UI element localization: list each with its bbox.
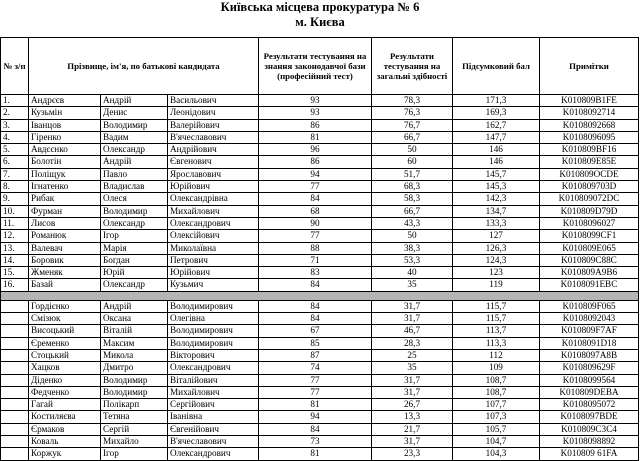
first-name: Олександр <box>101 144 168 156</box>
note-code: K010809A9B6 <box>540 267 639 279</box>
table-row <box>1 230 639 242</box>
law-test-score: 85 <box>259 337 372 349</box>
general-test-score: 43,3 <box>372 217 453 229</box>
last-name: Базай <box>29 279 101 291</box>
row-number <box>1 313 29 325</box>
general-test-score: 76,7 <box>372 119 453 131</box>
middle-name: Михайлович <box>168 205 259 217</box>
row-number: 8. <box>1 181 29 193</box>
note-code: K0108097BDE <box>540 411 639 423</box>
first-name: Полікарп <box>101 399 168 411</box>
total-score: 113,7 <box>453 325 540 337</box>
note-code: K0108095072 <box>540 399 639 411</box>
middle-name: Ярославович <box>168 168 259 180</box>
first-name: Сергій <box>101 423 168 435</box>
law-test-score: 94 <box>259 411 372 423</box>
table-row <box>1 448 639 460</box>
first-name: Марія <box>101 242 168 254</box>
table-row <box>1 95 639 107</box>
general-test-score: 21,7 <box>372 423 453 435</box>
law-test-score: 81 <box>259 131 372 143</box>
total-score: 145,3 <box>453 181 540 193</box>
table-row <box>1 313 639 325</box>
first-name: Павло <box>101 168 168 180</box>
note-code: K010809C88C <box>540 254 639 266</box>
last-name: Іванцов <box>29 119 101 131</box>
law-test-score: 77 <box>259 181 372 193</box>
note-code: K0108092714 <box>540 107 639 119</box>
general-test-score: 23,3 <box>372 448 453 460</box>
note-code: K010809E85E <box>540 156 639 168</box>
first-name: Максим <box>101 337 168 349</box>
total-score: 142,3 <box>453 193 540 205</box>
middle-name: Євгенійович <box>168 423 259 435</box>
row-number <box>1 325 29 337</box>
total-score: 147,7 <box>453 131 540 143</box>
law-test-score: 81 <box>259 399 372 411</box>
law-test-score: 88 <box>259 242 372 254</box>
middle-name: Іванівна <box>168 411 259 423</box>
note-code: K0108099564 <box>540 374 639 386</box>
general-test-score: 58,3 <box>372 193 453 205</box>
row-number <box>1 337 29 349</box>
last-name: Поліщук <box>29 168 101 180</box>
row-number: 1. <box>1 95 29 107</box>
middle-name: Володимирович <box>168 325 259 337</box>
middle-name: Володимирович <box>168 300 259 312</box>
total-score: 123 <box>453 267 540 279</box>
last-name: Ігнатенко <box>29 181 101 193</box>
note-code: K010809DEBA <box>540 386 639 398</box>
middle-name: Олександрівна <box>168 193 259 205</box>
total-score: 104,3 <box>453 448 540 460</box>
first-name: Андрій <box>101 300 168 312</box>
row-number: 7. <box>1 168 29 180</box>
last-name: Лисов <box>29 217 101 229</box>
total-score: 108,7 <box>453 374 540 386</box>
law-test-score: 84 <box>259 313 372 325</box>
middle-name: Миколаївна <box>168 242 259 254</box>
row-number <box>1 300 29 312</box>
middle-name: Олександрович <box>168 217 259 229</box>
note-code: K010809629F <box>540 362 639 374</box>
row-number: 12. <box>1 230 29 242</box>
first-name: Дмитро <box>101 362 168 374</box>
row-number: 15. <box>1 267 29 279</box>
general-test-score: 53,3 <box>372 254 453 266</box>
general-test-score: 31,7 <box>372 313 453 325</box>
total-score: 115,7 <box>453 300 540 312</box>
note-code: K0108091EBC <box>540 279 639 291</box>
middle-name: Васильович <box>168 95 259 107</box>
table-row <box>1 337 639 349</box>
table-row <box>1 107 639 119</box>
table-row <box>1 267 639 279</box>
table-row <box>1 386 639 398</box>
header-row <box>1 38 639 95</box>
last-name: Стоцький <box>29 349 101 361</box>
note-code: K010809BF16 <box>540 144 639 156</box>
first-name: Микола <box>101 349 168 361</box>
middle-name: Олегівна <box>168 313 259 325</box>
last-name: Єрмаков <box>29 423 101 435</box>
col-header-total: Підсумковий бал <box>453 38 540 95</box>
law-test-score: 96 <box>259 144 372 156</box>
general-test-score: 46,7 <box>372 325 453 337</box>
table-row <box>1 205 639 217</box>
row-number <box>1 399 29 411</box>
total-score: 109 <box>453 362 540 374</box>
total-score: 127 <box>453 230 540 242</box>
last-name: Романюк <box>29 230 101 242</box>
first-name: Ігор <box>101 230 168 242</box>
first-name: Андрій <box>101 156 168 168</box>
row-number <box>1 448 29 460</box>
last-name: Коржук <box>29 448 101 460</box>
table-row <box>1 411 639 423</box>
note-code: K0108099CF1 <box>540 230 639 242</box>
law-test-score: 87 <box>259 349 372 361</box>
total-score: 105,7 <box>453 423 540 435</box>
middle-name: Юрійович <box>168 267 259 279</box>
row-number: 13. <box>1 242 29 254</box>
total-score: 134,7 <box>453 205 540 217</box>
row-number <box>1 386 29 398</box>
middle-name: Юрійович <box>168 181 259 193</box>
middle-name: Олександрович <box>168 448 259 460</box>
general-test-score: 31,7 <box>372 436 453 448</box>
middle-name: Євгенович <box>168 156 259 168</box>
table-body-bottom <box>1 300 639 460</box>
row-number: 10. <box>1 205 29 217</box>
law-test-score: 68 <box>259 205 372 217</box>
middle-name: Леонідович <box>168 107 259 119</box>
row-number <box>1 411 29 423</box>
law-test-score: 84 <box>259 300 372 312</box>
general-test-score: 78,3 <box>372 95 453 107</box>
row-number: 9. <box>1 193 29 205</box>
last-name: Гіренко <box>29 131 101 143</box>
first-name: Андрій <box>101 95 168 107</box>
note-code: K010809072DC <box>540 193 639 205</box>
last-name: Кузьмін <box>29 107 101 119</box>
page-subtitle: м. Києва <box>295 15 345 29</box>
total-score: 113,3 <box>453 337 540 349</box>
row-number: 6. <box>1 156 29 168</box>
law-test-score: 74 <box>259 362 372 374</box>
table-row <box>1 181 639 193</box>
law-test-score: 77 <box>259 386 372 398</box>
total-score: 171,3 <box>453 95 540 107</box>
total-score: 133,3 <box>453 217 540 229</box>
general-test-score: 25 <box>372 349 453 361</box>
last-name: Костиляєва <box>29 411 101 423</box>
law-test-score: 67 <box>259 325 372 337</box>
table-row <box>1 242 639 254</box>
law-test-score: 77 <box>259 230 372 242</box>
middle-name: Петрович <box>168 254 259 266</box>
last-name: Боровик <box>29 254 101 266</box>
separator-row <box>1 291 639 300</box>
last-name: Коваль <box>29 436 101 448</box>
law-test-score: 77 <box>259 374 372 386</box>
general-test-score: 68,3 <box>372 181 453 193</box>
total-score: 126,3 <box>453 242 540 254</box>
total-score: 104,7 <box>453 436 540 448</box>
total-score: 146 <box>453 156 540 168</box>
results-table <box>0 37 639 461</box>
first-name: Володимир <box>101 386 168 398</box>
first-name: Володимир <box>101 374 168 386</box>
middle-name: Валерійович <box>168 119 259 131</box>
total-score: 112 <box>453 349 540 361</box>
total-score: 145,7 <box>453 168 540 180</box>
table-row <box>1 144 639 156</box>
last-name: Єременко <box>29 337 101 349</box>
first-name: Володимир <box>101 119 168 131</box>
general-test-score: 40 <box>372 267 453 279</box>
general-test-score: 38,3 <box>372 242 453 254</box>
last-name: Болотін <box>29 156 101 168</box>
middle-name: Володимирович <box>168 337 259 349</box>
note-code: K010809E065 <box>540 242 639 254</box>
last-name: Жменяк <box>29 267 101 279</box>
table-row <box>1 399 639 411</box>
general-test-score: 66,7 <box>372 131 453 143</box>
first-name: Оксана <box>101 313 168 325</box>
law-test-score: 84 <box>259 279 372 291</box>
row-number: 5. <box>1 144 29 156</box>
row-number: 11. <box>1 217 29 229</box>
note-code: K0108092668 <box>540 119 639 131</box>
col-header-name: Прізвище, ім'я, по батькові кандидата <box>29 38 259 95</box>
law-test-score: 93 <box>259 95 372 107</box>
row-number: 4. <box>1 131 29 143</box>
first-name: Олеся <box>101 193 168 205</box>
table-row <box>1 325 639 337</box>
table-row <box>1 349 639 361</box>
total-score: 162,7 <box>453 119 540 131</box>
note-code: K010809B1FE <box>540 95 639 107</box>
page-title: Київська місцева прокуратура № 6 <box>220 0 420 14</box>
note-code: K010809 61FA <box>540 448 639 460</box>
last-name: Валевач <box>29 242 101 254</box>
first-name: Володимир <box>101 205 168 217</box>
general-test-score: 60 <box>372 156 453 168</box>
row-number <box>1 374 29 386</box>
general-test-score: 50 <box>372 230 453 242</box>
first-name: Богдан <box>101 254 168 266</box>
first-name: Олександр <box>101 279 168 291</box>
total-score: 169,3 <box>453 107 540 119</box>
first-name: Ігор <box>101 448 168 460</box>
total-score: 107,3 <box>453 411 540 423</box>
note-code: K0108091D18 <box>540 337 639 349</box>
last-name: Смізюк <box>29 313 101 325</box>
general-test-score: 51,7 <box>372 168 453 180</box>
middle-name: Віталійович <box>168 374 259 386</box>
total-score: 108,7 <box>453 386 540 398</box>
law-test-score: 94 <box>259 168 372 180</box>
law-test-score: 84 <box>259 193 372 205</box>
col-header-notes: Примітки <box>540 38 639 95</box>
last-name: Висоцький <box>29 325 101 337</box>
general-test-score: 66,7 <box>372 205 453 217</box>
middle-name: Кузьмич <box>168 279 259 291</box>
law-test-score: 81 <box>259 448 372 460</box>
general-test-score: 28,3 <box>372 337 453 349</box>
general-test-score: 31,7 <box>372 374 453 386</box>
law-test-score: 93 <box>259 107 372 119</box>
general-test-score: 50 <box>372 144 453 156</box>
last-name: Фурман <box>29 205 101 217</box>
first-name: Тетяна <box>101 411 168 423</box>
total-score: 115,7 <box>453 313 540 325</box>
general-test-score: 35 <box>372 362 453 374</box>
middle-name: Олексійович <box>168 230 259 242</box>
last-name: Гордієнко <box>29 300 101 312</box>
table-row <box>1 300 639 312</box>
law-test-score: 71 <box>259 254 372 266</box>
row-number <box>1 362 29 374</box>
col-header-law-test: Результати тестування на знання законодавчої бази (професійний тест) <box>259 38 372 95</box>
law-test-score: 86 <box>259 119 372 131</box>
law-test-score: 84 <box>259 423 372 435</box>
general-test-score: 31,7 <box>372 386 453 398</box>
row-number <box>1 423 29 435</box>
note-code: K010809F7AF <box>540 325 639 337</box>
middle-name: Сергійович <box>168 399 259 411</box>
table-row <box>1 423 639 435</box>
general-test-score: 76,3 <box>372 107 453 119</box>
middle-name: Вікторович <box>168 349 259 361</box>
middle-name: Олександрович <box>168 362 259 374</box>
first-name: Михайло <box>101 436 168 448</box>
table-row <box>1 254 639 266</box>
general-test-score: 13,3 <box>372 411 453 423</box>
note-code: K0108096095 <box>540 131 639 143</box>
last-name: Андрєєв <box>29 95 101 107</box>
note-code: K010809F065 <box>540 300 639 312</box>
last-name: Хацков <box>29 362 101 374</box>
col-header-general-test: Результати тестування на загальні здібності <box>372 38 453 95</box>
first-name: Владислав <box>101 181 168 193</box>
table-row <box>1 362 639 374</box>
row-number <box>1 349 29 361</box>
note-code: K0108092043 <box>540 313 639 325</box>
total-score: 107,7 <box>453 399 540 411</box>
first-name: Олександр <box>101 217 168 229</box>
table-row <box>1 436 639 448</box>
law-test-score: 86 <box>259 156 372 168</box>
table-body-top <box>1 95 639 292</box>
middle-name: Андрійович <box>168 144 259 156</box>
row-number: 16. <box>1 279 29 291</box>
header <box>0 0 640 30</box>
table-row <box>1 279 639 291</box>
table-row <box>1 131 639 143</box>
general-test-score: 26,7 <box>372 399 453 411</box>
last-name: Авдєєнко <box>29 144 101 156</box>
total-score: 119 <box>453 279 540 291</box>
row-number <box>1 436 29 448</box>
note-code: K010809D79D <box>540 205 639 217</box>
row-number: 2. <box>1 107 29 119</box>
table-row <box>1 119 639 131</box>
law-test-score: 83 <box>259 267 372 279</box>
last-name: Федченко <box>29 386 101 398</box>
total-score: 146 <box>453 144 540 156</box>
law-test-score: 90 <box>259 217 372 229</box>
middle-name: Михайлович <box>168 386 259 398</box>
row-number: 3. <box>1 119 29 131</box>
table-row <box>1 168 639 180</box>
col-header-number: № з/п <box>1 38 29 95</box>
note-code: K010809703D <box>540 181 639 193</box>
note-code: K0108096027 <box>540 217 639 229</box>
last-name: Рибак <box>29 193 101 205</box>
separator <box>1 291 639 300</box>
total-score: 124,3 <box>453 254 540 266</box>
table-row <box>1 374 639 386</box>
last-name: Діденко <box>29 374 101 386</box>
row-number: 14. <box>1 254 29 266</box>
first-name: Денис <box>101 107 168 119</box>
law-test-score: 73 <box>259 436 372 448</box>
middle-name: В'ячеславович <box>168 436 259 448</box>
note-code: K0108098892 <box>540 436 639 448</box>
table-row <box>1 217 639 229</box>
table-row <box>1 193 639 205</box>
first-name: Вадим <box>101 131 168 143</box>
note-code: K010809C3C4 <box>540 423 639 435</box>
last-name: Гагай <box>29 399 101 411</box>
note-code: K0108097A8B <box>540 349 639 361</box>
first-name: Віталій <box>101 325 168 337</box>
table-row <box>1 156 639 168</box>
general-test-score: 31,7 <box>372 300 453 312</box>
first-name: Юрій <box>101 267 168 279</box>
general-test-score: 35 <box>372 279 453 291</box>
middle-name: В'ячеславович <box>168 131 259 143</box>
note-code: K010809OCDE <box>540 168 639 180</box>
